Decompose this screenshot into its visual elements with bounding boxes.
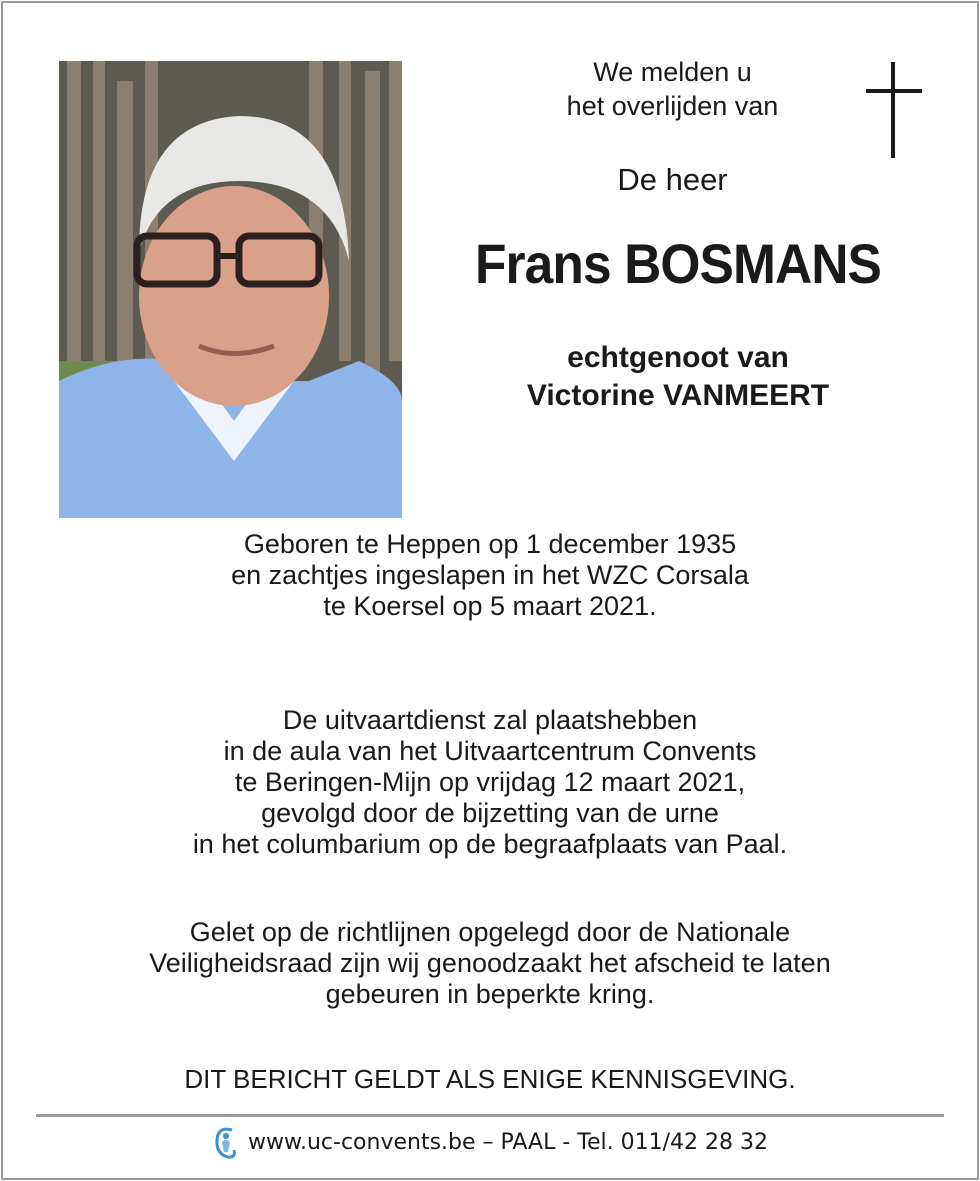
spouse-line: Victorine VANMEERT bbox=[526, 379, 830, 412]
notice-text: DIT BERICHT GELDT ALS ENIGE KENNISGEVING. bbox=[184, 1064, 796, 1094]
birth-line: te Koersel op 5 maart 2021. bbox=[323, 591, 657, 621]
covid-paragraph bbox=[60, 917, 920, 1010]
intro-line: het overlijden van bbox=[566, 91, 779, 121]
funeral-line: in het columbarium op de begraafplaats van Paal. bbox=[192, 829, 788, 859]
funeral-line: te Beringen-Mijn op vrijdag 12 maart 2021, bbox=[234, 767, 746, 797]
birth-line: Geboren te Heppen op 1 december 1935 bbox=[243, 529, 737, 559]
funeral-line: De uitvaartdienst zal plaatshebben bbox=[282, 705, 698, 735]
deceased-name: Frans BOSMANS bbox=[474, 232, 881, 295]
covid-line: Veiligheidsraad zijn wij genoodzaakt het afscheid te laten bbox=[149, 948, 831, 978]
covid-line: Gelet op de richtlijnen opgelegd door de Nationale bbox=[189, 917, 791, 947]
funeral-paragraph bbox=[60, 705, 920, 860]
funeral-line: in de aula van het Uitvaartcentrum Convents bbox=[223, 736, 757, 766]
intro-line: We melden u bbox=[593, 57, 752, 87]
footer bbox=[0, 1122, 980, 1162]
birth-line: en zachtjes ingeslapen in het WZC Corsala bbox=[231, 560, 749, 590]
convents-logo-icon bbox=[212, 1124, 238, 1160]
intro-text bbox=[540, 55, 805, 123]
footer-divider bbox=[36, 1114, 944, 1117]
funeral-line: gevolgd door de bijzetting van de urne bbox=[261, 798, 719, 828]
covid-line: gebeuren in beperkte kring. bbox=[325, 979, 655, 1009]
honorific: De heer bbox=[617, 162, 728, 197]
portrait-photo bbox=[59, 61, 402, 518]
cross-icon bbox=[866, 62, 922, 158]
spouse-line: echtgenoot van bbox=[567, 341, 789, 374]
spouse-block bbox=[430, 339, 926, 415]
footer-contact: www.uc-convents.be – PAAL - Tel. 011/42 28 32 bbox=[248, 1129, 768, 1155]
birth-paragraph bbox=[60, 529, 920, 622]
